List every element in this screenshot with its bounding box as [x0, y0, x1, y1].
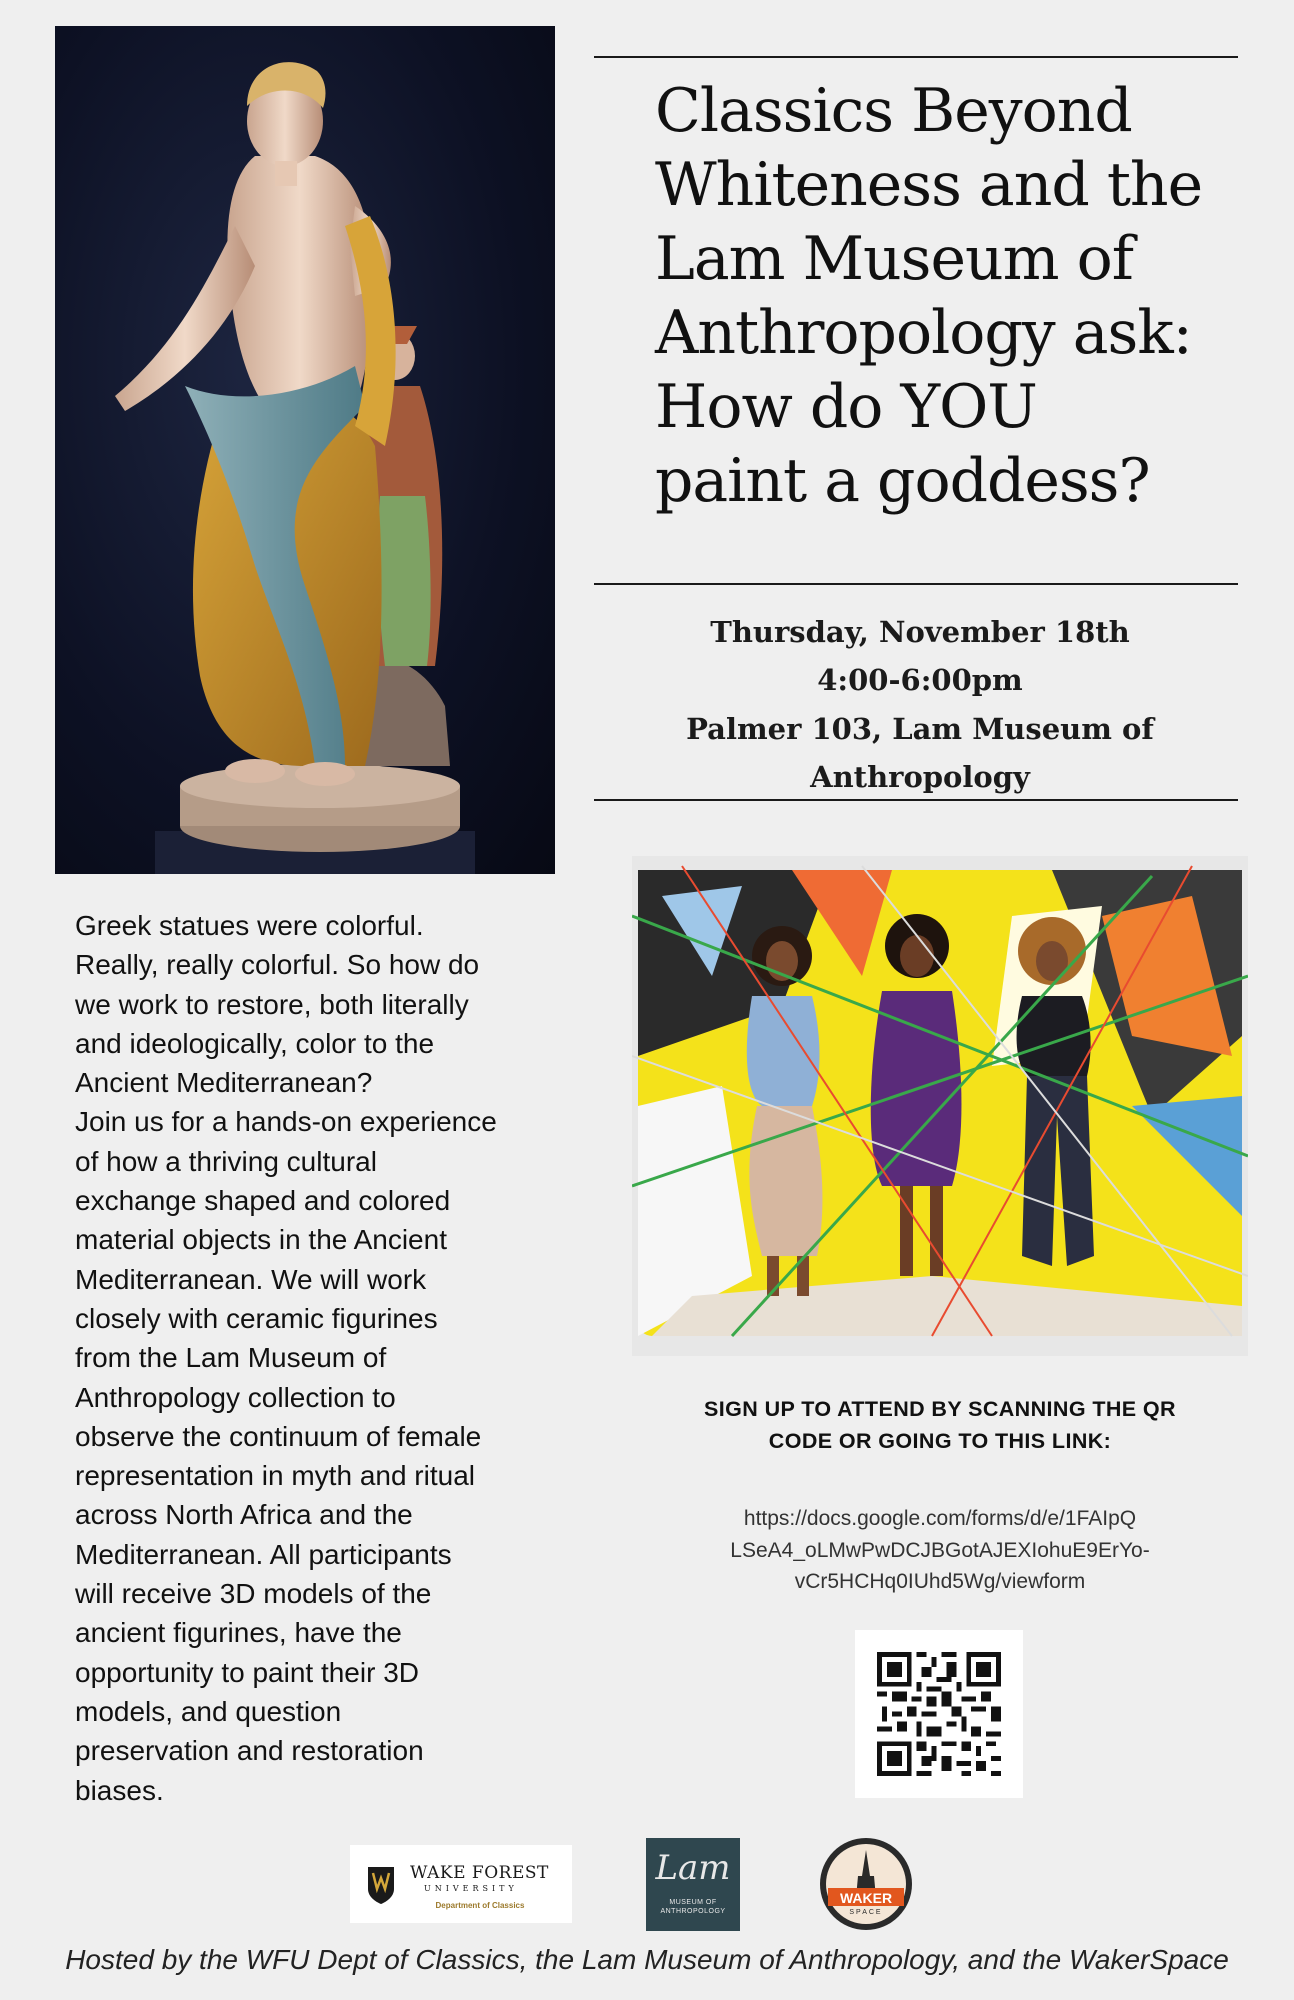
lam-line2: ANTHROPOLOGY	[660, 1908, 726, 1915]
signup-line: SIGN UP TO ATTEND BY SCANNING THE QR	[704, 1397, 1176, 1421]
title-line: Anthropology ask:	[655, 298, 1192, 368]
description-line: will receive 3D models of the	[75, 1578, 432, 1610]
event-location: Palmer 103, Lam Museum of Anthropology	[686, 712, 1154, 794]
description-line: exchange shaped and colored	[75, 1185, 451, 1217]
description-line: biases.	[75, 1774, 164, 1806]
qr-code[interactable]	[855, 1630, 1023, 1798]
signup-line: CODE OR GOING TO THIS LINK:	[768, 1429, 1112, 1453]
description-line: and ideologically, color to the	[75, 1027, 435, 1059]
title-line: Lam Museum of	[655, 224, 1133, 294]
description-line: from the Lam Museum of	[75, 1342, 387, 1374]
lam-script: Lam	[655, 1848, 731, 1888]
event-description	[75, 906, 575, 1810]
wakerspace-logo	[818, 1836, 914, 1932]
description-line: Ancient Mediterranean?	[75, 1067, 373, 1099]
waker-name: WAKER	[839, 1890, 893, 1906]
description-line: observe the continuum of female	[75, 1420, 482, 1452]
lam-line1: MUSEUM OF	[669, 1899, 717, 1906]
wf-name: WAKE FOREST	[410, 1863, 549, 1883]
description-line: Join us for a hands-on experience	[75, 1106, 497, 1138]
footer-credits: Hosted by the WFU Dept of Classics, the Lam Museum of Anthropology, and the WakerSpace	[65, 1944, 1229, 1975]
description-line: ancient figurines, have the	[75, 1617, 402, 1649]
description-line: of how a thriving cultural	[75, 1145, 377, 1177]
title-line: Classics Beyond	[655, 76, 1132, 146]
description-line: opportunity to paint their 3D	[75, 1656, 419, 1688]
event-date: Thursday, November 18th	[710, 615, 1130, 649]
statue-image	[55, 26, 555, 874]
description-line: Mediterranean. All participants	[75, 1538, 452, 1570]
waker-sub: SPACE	[849, 1909, 883, 1916]
description-line: Greek statues were colorful.	[75, 910, 424, 941]
title-top-rule	[594, 56, 1238, 58]
signup-link[interactable]	[665, 1503, 1215, 1598]
description-line: preservation and restoration	[75, 1735, 424, 1767]
description-line: Anthropology collection to	[75, 1381, 396, 1413]
description-line: across North Africa and the	[75, 1499, 413, 1531]
poster-title	[655, 74, 1255, 518]
wake-forest-logo	[350, 1845, 572, 1923]
painting-image	[632, 856, 1248, 1356]
title-line: How do YOU	[655, 372, 1037, 442]
description-line: we work to restore, both literally	[75, 988, 469, 1020]
lam-museum-logo	[646, 1838, 740, 1931]
description-line: Really, really colorful. So how do	[75, 949, 480, 981]
description-line: models, and question	[75, 1695, 342, 1727]
title-line: paint a goddess?	[655, 446, 1150, 516]
wf-sub: UNIVERSITY	[424, 1884, 518, 1893]
title-bottom-rule	[594, 583, 1238, 585]
description-line: Mediterranean. We will work	[75, 1263, 427, 1295]
signup-heading	[640, 1393, 1240, 1457]
link-line[interactable]: LSeA4_oLMwPwDCJBGotAJEXIohuE9ErYo-	[730, 1538, 1150, 1562]
description-line: closely with ceramic figurines	[75, 1302, 438, 1334]
description-line: material objects in the Ancient	[75, 1224, 447, 1256]
wf-dept: Department of Classics	[435, 1901, 525, 1910]
link-line[interactable]: vCr5HCHq0IUhd5Wg/viewform	[794, 1570, 1086, 1593]
event-time: 4:00-6:00pm	[817, 663, 1023, 697]
event-bottom-rule	[594, 799, 1238, 801]
description-line: representation in myth and ritual	[75, 1460, 475, 1492]
title-line: Whiteness and the	[655, 150, 1203, 220]
link-line[interactable]: https://docs.google.com/forms/d/e/1FAIpQ	[743, 1507, 1137, 1530]
